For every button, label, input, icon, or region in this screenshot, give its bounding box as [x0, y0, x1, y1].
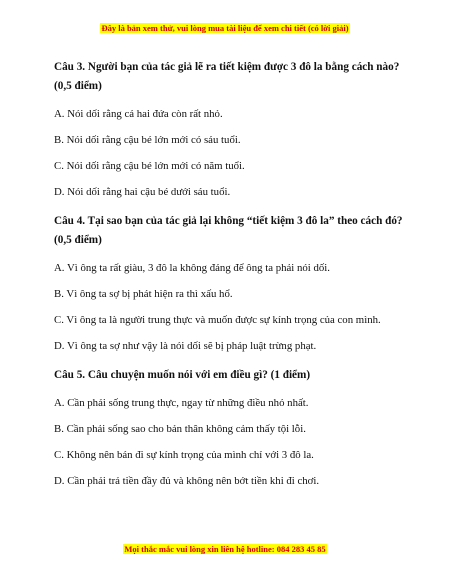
hotline-notice-text: Mọi thắc mắc vui lòng xin liên hệ hotline: 084 283 45 85: [124, 544, 326, 554]
answer-option: C. Vì ông ta là người trung thực và muốn được sự kính trọng của con mình.: [54, 314, 381, 326]
answer-option: B. Nói dối rằng cậu bé lớn mới có sáu tuổi.: [54, 134, 241, 146]
answer-option: D. Cần phải trả tiền đầy đủ và không nên bớt tiền khi đi chơi.: [54, 475, 320, 487]
answer-option: D. Vì ông ta sợ như vậy là nói dối sẽ bị pháp luật trừng phạt.: [54, 340, 317, 352]
question-title: Câu 4. Tại sao bạn của tác giả lại không “tiết kiệm 3 đô la” theo cách đó? (0,5 điểm): [54, 215, 403, 246]
answer-option: A. Nói dối rằng cả hai đứa còn rất nhỏ.: [54, 108, 223, 120]
hotline-notice-banner: [0, 544, 450, 554]
answer-option: B. Cần phải sống sao cho bản thân không cảm thấy tội lỗi.: [54, 423, 306, 435]
answer-option: A. Cần phải sống trung thực, ngay từ những điều nhỏ nhất.: [54, 397, 309, 409]
document-body: [54, 58, 404, 501]
question-title: Câu 5. Câu chuyện muốn nói với em điều gì? (1 điểm): [54, 369, 311, 381]
question-block: [54, 212, 404, 353]
answer-option: A. Vì ông ta rất giàu, 3 đô la không đáng để ông ta phải nói dối.: [54, 262, 330, 274]
question-title: Câu 3. Người bạn của tác giả lẽ ra tiết kiệm được 3 đô la bằng cách nào? (0,5 điểm): [54, 61, 400, 92]
question-block: [54, 58, 404, 199]
preview-notice-banner: [0, 23, 450, 33]
preview-notice-text: Đây là bản xem thử, vui lòng mua tài liệu để xem chi tiết (có lời giải): [101, 23, 349, 33]
answer-option: C. Nói dối rằng cậu bé lớn mới có năm tuổi.: [54, 160, 245, 172]
answer-option: C. Không nên bán đi sự kính trọng của mình chỉ với 3 đô la.: [54, 449, 314, 461]
answer-option: D. Nói dối rằng hai cậu bé dưới sáu tuổi.: [54, 186, 231, 198]
answer-option: B. Vì ông ta sợ bị phát hiện ra thì xấu hổ.: [54, 288, 233, 300]
question-block: [54, 366, 404, 488]
